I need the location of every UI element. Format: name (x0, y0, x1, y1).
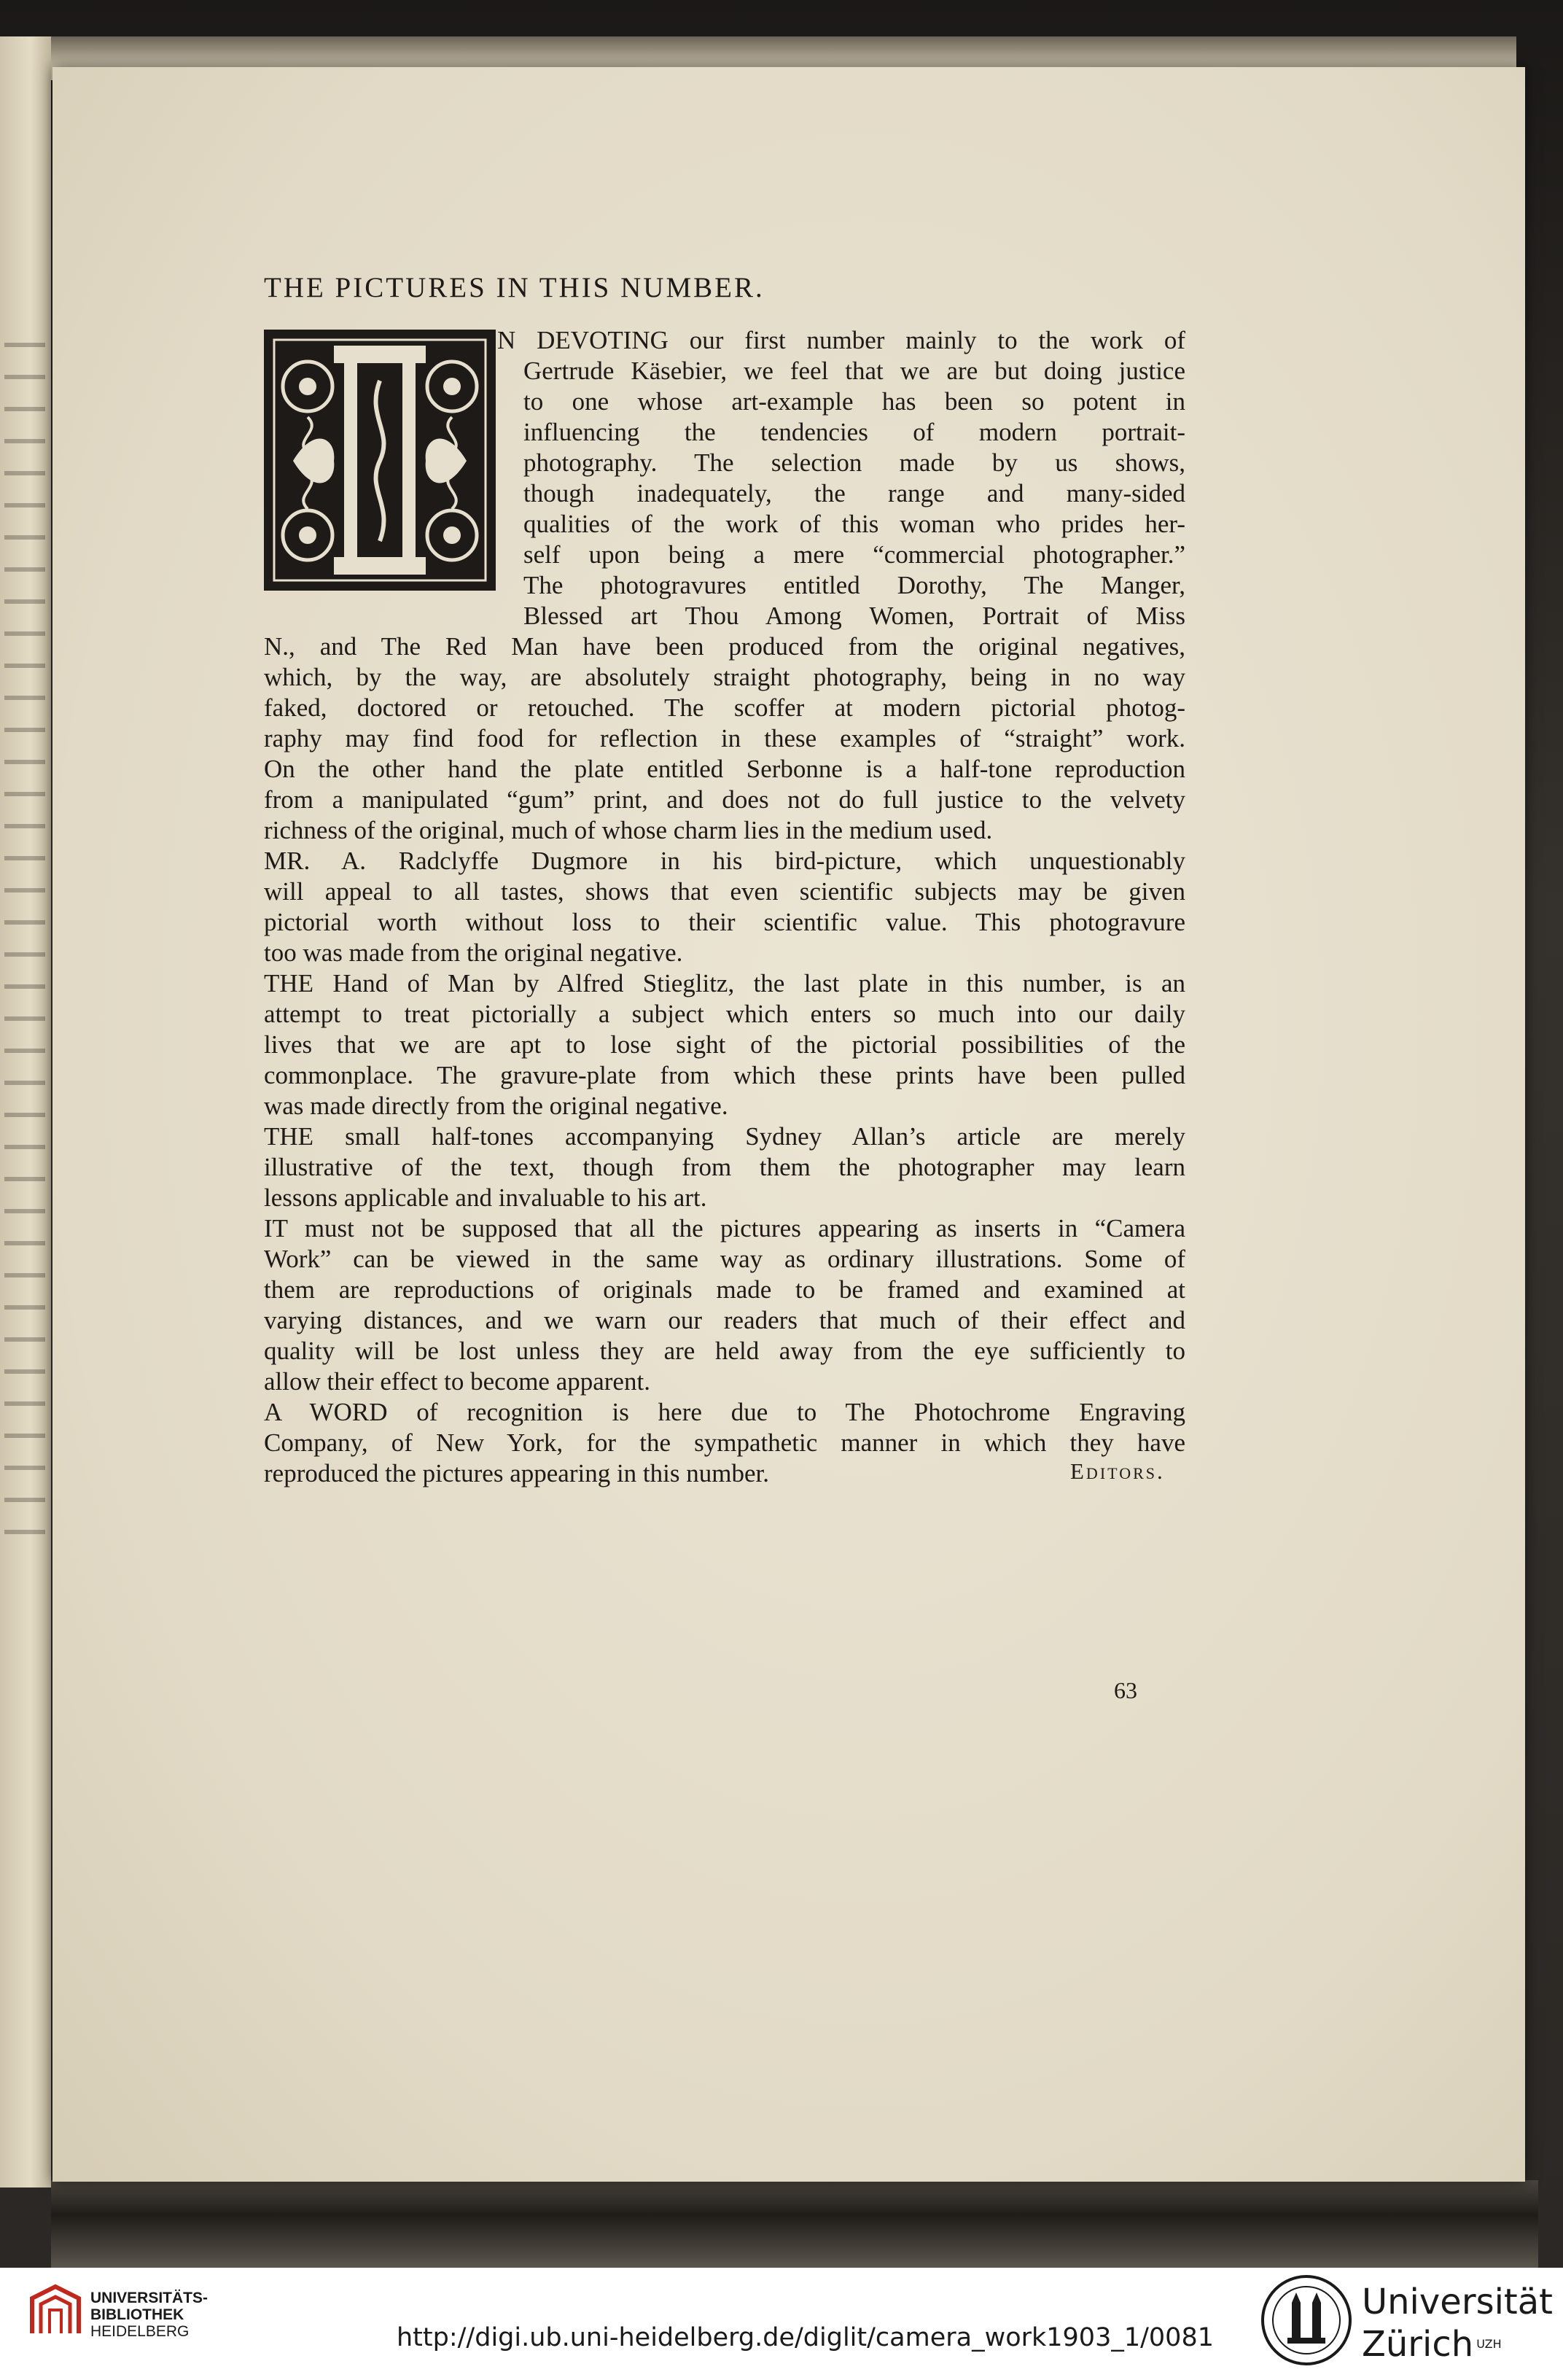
text-line: photography. The selection made by us shows, (523, 448, 1185, 477)
page-number: 63 (1114, 1677, 1137, 1703)
ub-line-3: HEIDELBERG (90, 2323, 190, 2340)
text-line: N DEVOTING our first number mainly to the work of (497, 326, 1185, 354)
uzh-wordmark (1362, 2281, 1553, 2365)
text-line: A WORD of recognition is here due to The Photochrome Engraving (264, 1398, 1185, 1426)
decorated-initial-i (264, 330, 496, 591)
uzh-superscript: UZH (1476, 2337, 1502, 2351)
text-line: faked, doctored or retouched. The scoffer at modern pictorial photog- (264, 693, 1185, 722)
text-line: MR. A. Radclyffe Dugmore in his bird-picture, which unquestionably (264, 847, 1185, 875)
text-line: illustrative of the text, though from them the photographer may learn (264, 1153, 1185, 1181)
text-line: allow their effect to become apparent. (264, 1367, 650, 1396)
uzh-line-2 (1362, 2323, 1553, 2365)
text-line: The photogravures entitled Dorothy, The Manger, (523, 571, 1185, 599)
text-line: raphy may find food for reflection in these examples of “straight” work. (264, 724, 1185, 752)
text-line: though inadequately, the range and many-sided (523, 479, 1185, 508)
page-bottom-edge (51, 2180, 1538, 2268)
ub-line-2: BIBLIOTHEK (90, 2306, 184, 2323)
text-line: N., and The Red Man have been produced from the original negatives, (264, 632, 1185, 661)
text-line: IT must not be supposed that all the pictures appearing as inserts in “Camera (264, 1214, 1185, 1242)
text-line: self upon being a mere “commercial photographer.” (523, 540, 1185, 569)
text-line: lives that we are apt to lose sight of the pictorial possibilities of the (264, 1030, 1185, 1059)
text-line: reproduced the pictures appearing in this number. (264, 1459, 769, 1488)
ub-heidelberg-logo-icon (26, 2281, 85, 2339)
text-line: to one whose art-example has been so potent in (523, 387, 1185, 416)
ornament-initial-icon (264, 330, 496, 591)
text-line: was made directly from the original negative. (264, 1092, 728, 1120)
text-line: Gertrude Käsebier, we feel that we are but doing justice (523, 357, 1185, 385)
uzh-seal-icon (1260, 2274, 1353, 2367)
text-line: commonplace. The gravure-plate from which these prints have been pulled (264, 1061, 1185, 1089)
text-line: attempt to treat pictorially a subject which enters so much into our daily (264, 1000, 1185, 1028)
text-line: influencing the tendencies of modern portrait- (523, 418, 1185, 446)
text-line: THE Hand of Man by Alfred Stieglitz, the last plate in this number, is an (264, 969, 1185, 998)
uzh-line-1: Universität (1362, 2282, 1553, 2322)
text-line: lessons applicable and invaluable to his art. (264, 1183, 707, 1212)
facing-page-text-fragments (4, 343, 45, 1546)
article-heading: THE PICTURES IN THIS NUMBER. (264, 272, 765, 303)
text-line: varying distances, and we warn our readers that much of their effect and (264, 1306, 1185, 1334)
editors-signature: Editors. (1070, 1458, 1165, 1484)
uzh-zurich: Zürich (1362, 2324, 1474, 2365)
text-line: which, by the way, are absolutely straight photography, being in no way (264, 663, 1185, 691)
text-line: THE small half-tones accompanying Sydney Allan’s article are merely (264, 1122, 1185, 1151)
ub-line-1: UNIVERSITÄTS- (90, 2290, 208, 2306)
text-line: pictorial worth without loss to their scientific value. This photogravure (264, 908, 1185, 936)
text-line: too was made from the original negative. (264, 938, 683, 967)
text-line: Blessed art Thou Among Women, Portrait of Miss (523, 602, 1185, 630)
text-line: will appeal to all tastes, shows that even scientific subjects may be given (264, 877, 1185, 906)
source-url-link[interactable]: http://digi.ub.uni-heidelberg.de/diglit/camera_work1903_1/0081 (397, 2323, 1214, 2352)
text-line: them are reproductions of originals made to be framed and examined at (264, 1275, 1185, 1304)
ub-heidelberg-wordmark (90, 2290, 208, 2340)
text-line: qualities of the work of this woman who prides her- (523, 510, 1185, 538)
facing-page-edge (0, 36, 51, 2188)
text-line: quality will be lost unless they are held away from the eye sufficiently to (264, 1337, 1185, 1365)
text-line: On the other hand the plate entitled Serbonne is a half-tone reproduction (264, 755, 1185, 783)
text-line: richness of the original, much of whose charm lies in the medium used. (264, 816, 993, 844)
text-line: Company, of New York, for the sympathetic manner in which they have (264, 1428, 1185, 1457)
text-line: from a manipulated “gum” print, and does not do full justice to the velvety (264, 785, 1185, 814)
text-line: Work” can be viewed in the same way as ordinary illustrations. Some of (264, 1245, 1185, 1273)
